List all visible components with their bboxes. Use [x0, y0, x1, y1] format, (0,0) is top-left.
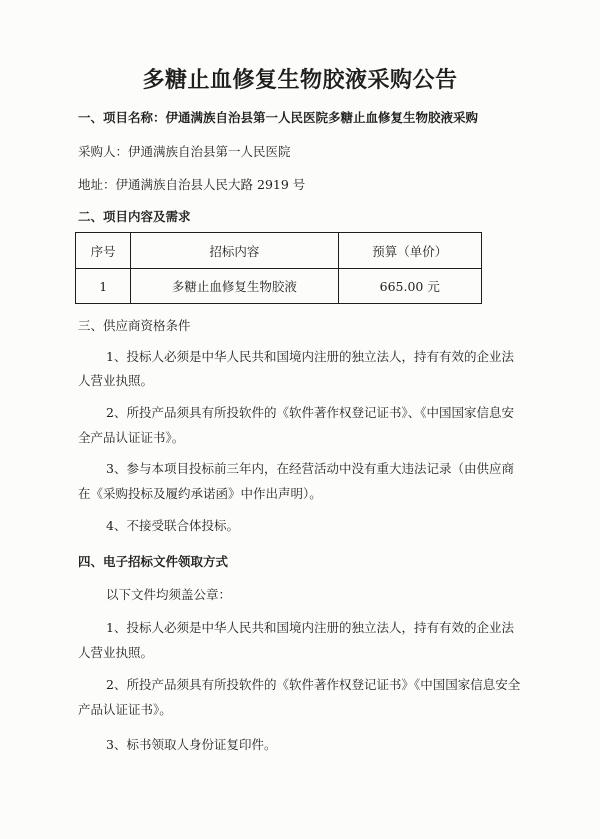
address-line — [78, 177, 305, 193]
section4-heading: 四、电子招标文件领取方式 — [78, 554, 229, 569]
section4-item-2-line-2: 产品认证证书》。 — [78, 702, 172, 717]
section3-item-1-line-2: 人营业执照。 — [78, 373, 154, 388]
cell-content: 多糖止血修复生物胶液 — [131, 269, 338, 304]
section3-item-3-line-2: 在《采购投标及履约承诺函》中作出声明）。 — [78, 486, 322, 501]
section4-item-1-line-1: 1、投标人必须是中华人民共和国境内注册的独立法人，持有有效的企业法 — [106, 620, 514, 635]
table-header-row — [76, 233, 482, 269]
header-index: 序号 — [76, 233, 131, 269]
document-title: 多糖止血修复生物胶液采购公告 — [142, 67, 458, 93]
section4-intro: 以下文件均须盖公章： — [106, 587, 232, 602]
cell-budget: 665.00 元 — [338, 269, 482, 304]
section4-item-1-line-2: 人营业执照。 — [78, 645, 154, 660]
project-name-label: 一、项目名称： — [78, 110, 166, 125]
section2-heading: 二、项目内容及需求 — [78, 209, 191, 224]
project-name-value: 伊通满族自治县第一人民医院多糖止血修复生物胶液采购 — [165, 110, 479, 125]
purchaser-line — [78, 144, 291, 160]
section4-item-3-line-1: 3、标书领取人身份证复印件。 — [106, 737, 277, 752]
section3-item-3-line-1: 3、参与本项目投标前三年内，在经营活动中没有重大违法记录（由供应商 — [106, 461, 514, 476]
address-label: 地址： — [78, 177, 116, 192]
cell-index: 1 — [76, 269, 131, 304]
section3-item-2-line-1: 2、所投产品须具有所投软件的《软件著作权登记证书》、《中国国家信息安 — [106, 405, 514, 420]
purchaser-value: 伊通满族自治县第一人民医院 — [128, 144, 291, 159]
address-value: 伊通满族自治县人民大路 2919 号 — [115, 177, 306, 192]
header-budget: 预算（单价） — [338, 233, 482, 269]
purchaser-label: 采购人： — [78, 144, 129, 159]
table-row — [76, 269, 482, 304]
section4-item-2-line-1: 2、所投产品须具有所投软件的《软件著作权登记证书》《中国国家信息安全 — [106, 677, 521, 692]
section3-item-2-line-2: 全产品认证证书》。 — [78, 430, 185, 445]
section3-heading: 三、供应商资格条件 — [78, 318, 191, 333]
requirements-table — [75, 232, 482, 304]
section3-item-1-line-1: 1、投标人必须是中华人民共和国境内注册的独立法人，持有有效的企业法 — [106, 349, 514, 364]
project-name-line — [78, 110, 478, 126]
header-content: 招标内容 — [131, 233, 338, 269]
section3-item-4-line-1: 4、不接受联合体投标。 — [106, 518, 239, 533]
